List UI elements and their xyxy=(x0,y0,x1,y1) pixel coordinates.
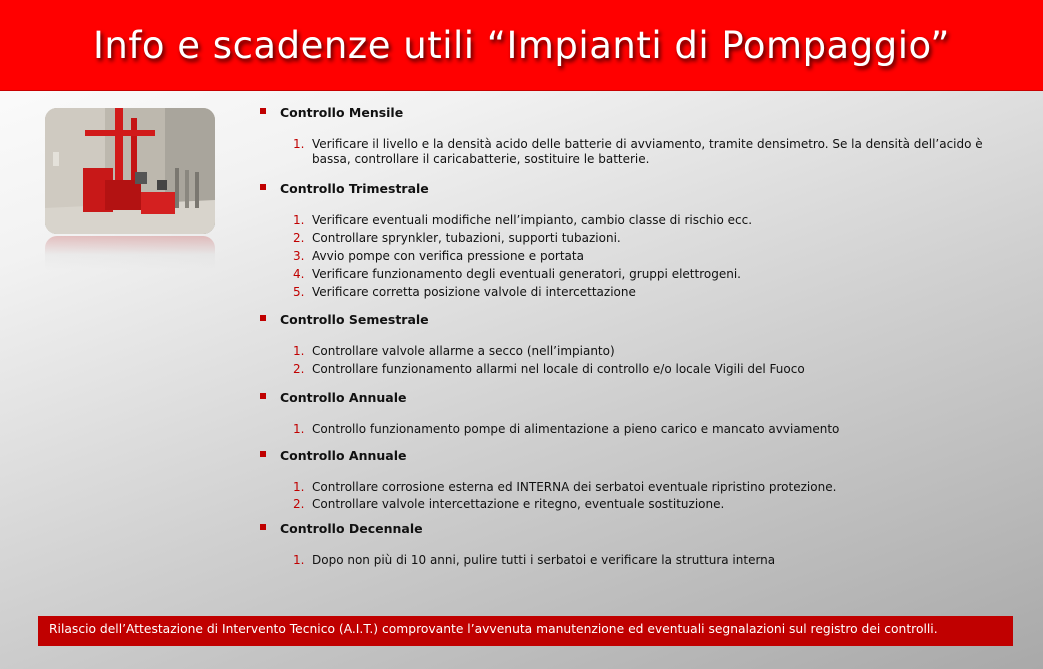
checklist xyxy=(260,104,1010,568)
pump-room-photo xyxy=(45,108,215,270)
list-item xyxy=(260,213,1010,228)
section-trimestrale xyxy=(260,180,1010,300)
footer-text: Rilascio dell’Attestazione di Intervento Tecnico (A.I.T.) comprovante l’avvenuta manutenzione ed eventuali segnalazioni sul registro dei controlli. xyxy=(49,622,938,636)
section-heading xyxy=(260,180,1010,198)
item-number: 1. xyxy=(293,480,305,494)
item-number: 4. xyxy=(293,267,305,281)
item-text: Controllo funzionamento pompe di alimentazione a pieno carico e mancato avviamento xyxy=(312,422,840,436)
item-number: 5. xyxy=(293,285,305,299)
section-heading xyxy=(260,389,1010,407)
section-decennale xyxy=(260,520,1010,568)
item-number: 1. xyxy=(293,553,305,567)
item-number: 2. xyxy=(293,497,305,511)
square-bullet-icon xyxy=(260,315,266,321)
list-item xyxy=(260,267,1010,282)
footer-banner xyxy=(38,616,1013,646)
item-text: Controllare funzionamento allarmi nel locale di controllo e/o locale Vigili del Fuoco xyxy=(312,362,805,376)
square-bullet-icon xyxy=(260,451,266,457)
section-heading-label: Controllo Decennale xyxy=(280,521,423,536)
item-number: 2. xyxy=(293,231,305,245)
item-number: 2. xyxy=(293,362,305,376)
section-heading-label: Controllo Annuale xyxy=(280,390,407,405)
item-text: Controllare valvole intercettazione e ritegno, eventuale sostituzione. xyxy=(312,497,725,511)
photo-reflection xyxy=(45,236,215,270)
item-number: 1. xyxy=(293,137,305,151)
section-heading-label: Controllo Mensile xyxy=(280,105,404,120)
item-text: Verificare il livello e la densità acido delle batterie di avviamento, tramite densimetro. Se la densità dell’acido è bassa, controllare il caricabatterie, sostituire le batterie. xyxy=(312,137,983,166)
list-item xyxy=(260,231,1010,246)
item-text: Controllare corrosione esterna ed INTERNA dei serbatoi eventuale ripristino protezione. xyxy=(312,480,837,494)
list-item xyxy=(260,480,1010,495)
list-item xyxy=(260,553,1010,568)
list-item xyxy=(260,249,1010,264)
item-number: 1. xyxy=(293,422,305,436)
square-bullet-icon xyxy=(260,184,266,190)
list-item xyxy=(260,362,1010,377)
section-heading-label: Controllo Semestrale xyxy=(280,312,429,327)
section-heading xyxy=(260,447,1010,465)
section-mensile xyxy=(260,104,1010,167)
item-number: 1. xyxy=(293,344,305,358)
pump-system-illustration xyxy=(45,108,215,234)
title-banner xyxy=(0,0,1043,91)
list-item xyxy=(260,285,1010,300)
square-bullet-icon xyxy=(260,108,266,114)
item-number: 3. xyxy=(293,249,305,263)
section-heading-label: Controllo Trimestrale xyxy=(280,181,429,196)
list-item xyxy=(260,497,1010,512)
square-bullet-icon xyxy=(260,393,266,399)
section-heading xyxy=(260,520,1010,538)
section-heading xyxy=(260,104,1010,122)
list-item xyxy=(260,422,1010,437)
square-bullet-icon xyxy=(260,524,266,530)
item-number: 1. xyxy=(293,213,305,227)
item-text: Verificare corretta posizione valvole di intercettazione xyxy=(312,285,636,299)
list-item xyxy=(260,137,1010,167)
section-semestrale xyxy=(260,311,1010,377)
item-text: Controllare sprynkler, tubazioni, supporti tubazioni. xyxy=(312,231,621,245)
section-heading xyxy=(260,311,1010,329)
item-text: Dopo non più di 10 anni, pulire tutti i serbatoi e verificare la struttura interna xyxy=(312,553,776,567)
item-text: Avvio pompe con verifica pressione e portata xyxy=(312,249,584,263)
list-item xyxy=(260,344,1010,359)
item-text: Verificare eventuali modifiche nell’impianto, cambio classe di rischio ecc. xyxy=(312,213,753,227)
section-annuale-1 xyxy=(260,389,1010,437)
item-text: Verificare funzionamento degli eventuali generatori, gruppi elettrogeni. xyxy=(312,267,741,281)
page-title: Info e scadenze utili “Impianti di Pompaggio” xyxy=(93,23,950,67)
section-heading-label: Controllo Annuale xyxy=(280,448,407,463)
section-annuale-2 xyxy=(260,447,1010,512)
item-text: Controllare valvole allarme a secco (nell’impianto) xyxy=(312,344,615,358)
photo-image xyxy=(45,108,215,234)
